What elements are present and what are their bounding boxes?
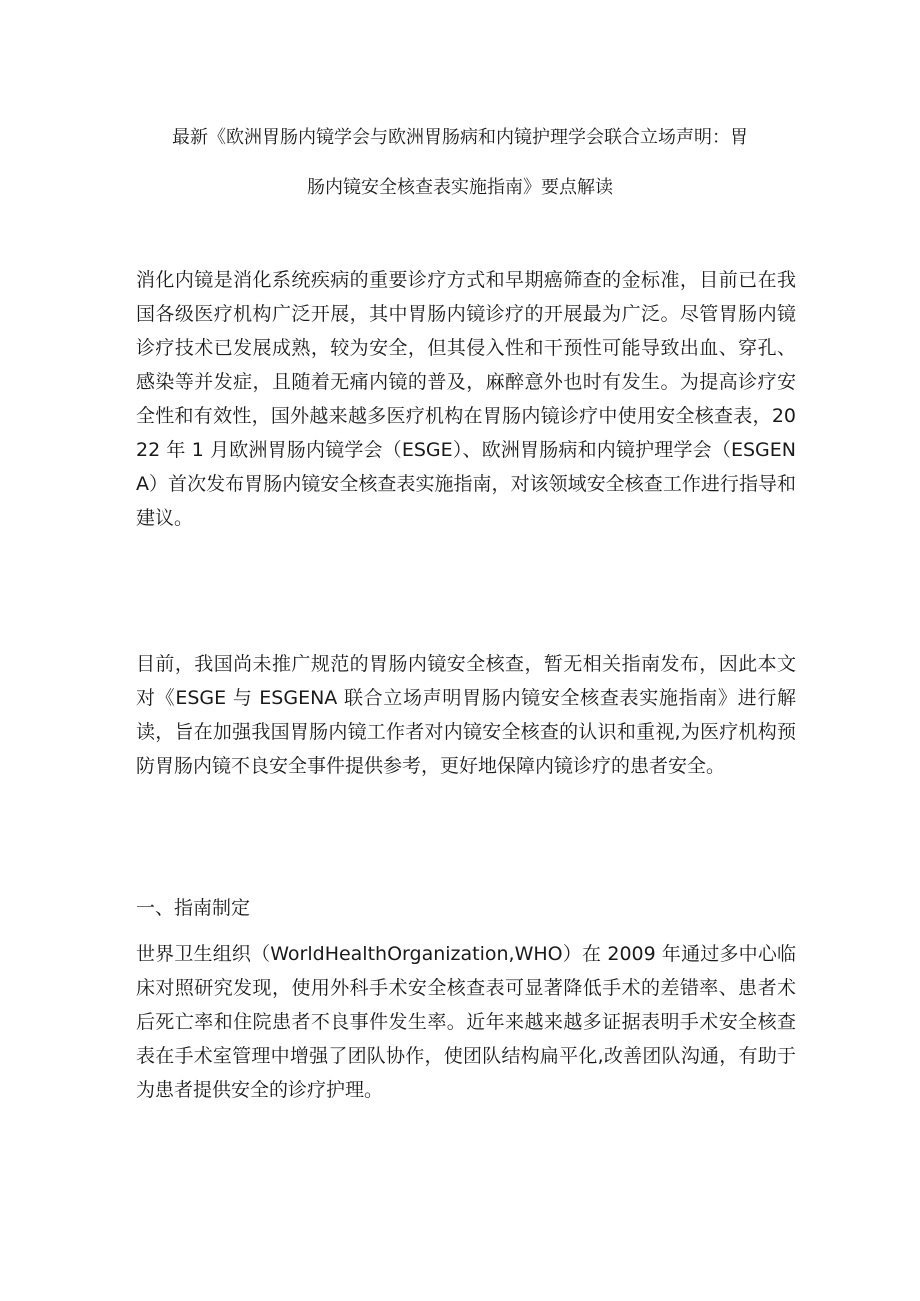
section-heading-guideline-development: 一、指南制定 [136, 897, 251, 919]
document-title-line-1: 最新《欧洲胃肠内镜学会与欧洲胃肠病和内镜护理学会联合立场声明：胃 [172, 127, 748, 148]
document-title-line-2: 肠内镜安全核查表实施指南》要点解读 [307, 177, 613, 198]
paragraph-purpose: 目前，我国尚未推广规范的胃肠内镜安全核查，暂无相关指南发布，因此本文对《ESGE 与 ESGENA 联合立场声明胃肠内镜安全核查表实施指南》进行解读，旨在加强我国胃肠内镜工作者对内镜安全核查的认识和重视,为医疗机构预防胃肠内镜不良安全事件提供参考，更好地保障内镜诊疗的患者安全。 [136, 653, 796, 777]
paragraph-who-study: 世界卫生组织（WorldHealthOrganization,WHO）在 2009 年通过多中心临床对照研究发现，使用外科手术安全核查表可显著降低手术的差错率、患者术后死亡率和住院患者不良事件发生率。近年来越来越多证据表明手术安全核查表在手术室管理中增强了团队协作，使团队结构扁平化,改善团队沟通，有助于为患者提供安全的诊疗护理。 [136, 943, 796, 1101]
paragraph-introduction: 消化内镜是消化系统疾病的重要诊疗方式和早期癌筛查的金标准，目前已在我国各级医疗机构广泛开展，其中胃肠内镜诊疗的开展最为广泛。尽管胃肠内镜诊疗技术已发展成熟，较为安全，但其侵入性和干预性可能导致出血、穿孔、感染等并发症，且随着无痛内镜的普及，麻醉意外也时有发生。为提高诊疗安全性和有效性，国外越来越多医疗机构在胃肠内镜诊疗中使用安全核查表，2022 年 1 月欧洲胃肠内镜学会（ESGE）、欧洲胃肠病和内镜护理学会（ESGENA）首次发布胃肠内镜安全核查表实施指南，对该领域安全核查工作进行指导和建议。 [136, 269, 796, 529]
